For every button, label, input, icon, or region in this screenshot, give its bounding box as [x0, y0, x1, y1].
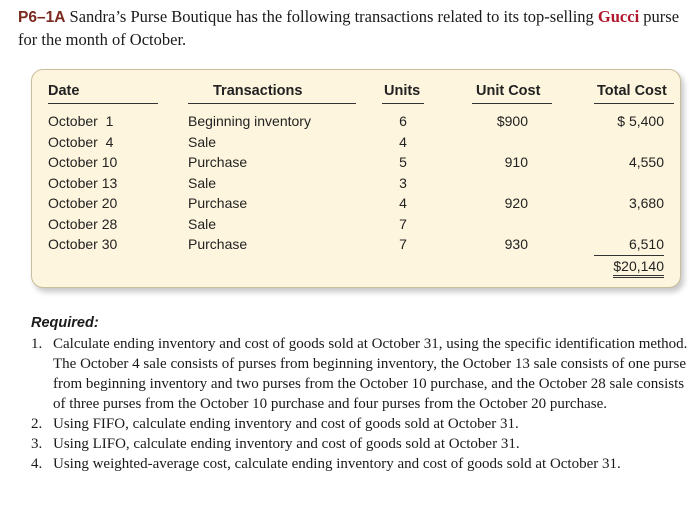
date-cell: October 1	[48, 113, 114, 129]
intro-text-after: purse for the month of October.	[18, 7, 680, 49]
transaction-cell: Sale	[188, 174, 217, 191]
units-cell: 6	[399, 113, 407, 129]
total-cost-cell	[594, 173, 664, 194]
requirement-item	[31, 334, 691, 414]
date-cell: October 28	[48, 215, 118, 232]
problem-intro	[18, 6, 686, 51]
grand-total-row	[594, 256, 664, 277]
date-cell: October 4	[48, 133, 114, 150]
transaction-cell: Purchase	[188, 236, 248, 252]
requirement-text: Using FIFO, calculate ending inventory and cost of goods sold at October 31.	[53, 416, 519, 432]
required-heading: Required:	[31, 315, 99, 331]
requirement-text: Using weighted-average cost, calculate ending inventory and cost of goods sold at October 31.	[53, 456, 621, 472]
header-unit-cost: Unit Cost	[476, 83, 541, 99]
header-rule-transactions	[188, 103, 356, 104]
units-column	[382, 111, 424, 255]
units-cell: 4	[399, 133, 407, 150]
transaction-cell: Sale	[188, 133, 217, 150]
brand-name: Gucci	[597, 7, 640, 26]
requirement-text: Calculate ending inventory and cost of goods sold at October 31, using the specific identification method. The October 4 sale consists of purses from beginning inventory, the October 13 sale consists of one purse from beginning inventory and two purses from the October 10 purchase, and the October 28 sale consists of three purses from the October 10 purchase and four purses from the October 20 purchase.	[53, 336, 688, 412]
unit-cost-cell: 910	[504, 154, 528, 170]
header-date: Date	[48, 83, 80, 99]
date-column	[48, 111, 178, 255]
requirement-item	[31, 434, 691, 454]
requirement-number: 4.	[31, 456, 43, 472]
transaction-cell: Beginning inventory	[188, 113, 311, 129]
header-total-cost: Total Cost	[597, 83, 667, 99]
transaction-cell: Sale	[188, 215, 217, 232]
intro-text-before: Sandra’s Purse Boutique has the following transactions related to its top-selling	[65, 7, 598, 26]
date-cell: October 13	[48, 174, 118, 191]
date-cell: October 30	[48, 236, 118, 252]
unit-cost-cell	[472, 173, 528, 194]
unit-cost-cell	[472, 214, 528, 235]
total-cost-cell	[594, 214, 664, 235]
requirement-number: 3.	[31, 436, 43, 452]
requirement-number: 2.	[31, 416, 43, 432]
header-rule-unit-cost	[472, 103, 552, 104]
unit-cost-cell: 920	[504, 195, 528, 211]
date-cell: October 20	[48, 195, 118, 211]
requirements-list	[31, 334, 691, 474]
unit-cost-cell: 930	[504, 236, 528, 252]
transactions-table	[31, 69, 681, 288]
grand-total: $20,140	[613, 257, 664, 278]
transaction-cell: Purchase	[188, 154, 248, 170]
units-cell: 5	[399, 154, 407, 170]
requirement-item	[31, 414, 691, 434]
units-cell: 7	[399, 236, 407, 252]
header-units: Units	[384, 83, 421, 99]
unit-cost-cell	[472, 132, 528, 153]
transaction-cell: Purchase	[188, 195, 248, 211]
units-cell: 4	[399, 195, 407, 211]
total-cost-cell	[594, 132, 664, 153]
header-rule-units	[382, 103, 424, 104]
total-cost-cell: 3,680	[628, 195, 664, 211]
units-cell: 3	[399, 174, 407, 191]
header-rule-total-cost	[594, 103, 674, 104]
requirement-number: 1.	[31, 336, 43, 352]
requirement-item	[31, 454, 691, 474]
units-cell: 7	[399, 215, 407, 232]
header-transactions: Transactions	[213, 83, 303, 99]
total-cost-cell: $ 5,400	[617, 113, 664, 129]
date-cell: October 10	[48, 154, 118, 170]
transaction-column	[188, 111, 368, 255]
total-cost-cell: 6,510	[594, 234, 664, 256]
total-cost-cell: 4,550	[628, 154, 664, 170]
header-rule-date	[48, 103, 158, 104]
unit-cost-cell: $900	[496, 113, 528, 129]
problem-id: P6–1A	[18, 9, 66, 26]
unit-cost-column	[472, 111, 528, 255]
total-cost-column	[594, 111, 664, 276]
requirement-text: Using LIFO, calculate ending inventory and cost of goods sold at October 31.	[53, 436, 520, 452]
